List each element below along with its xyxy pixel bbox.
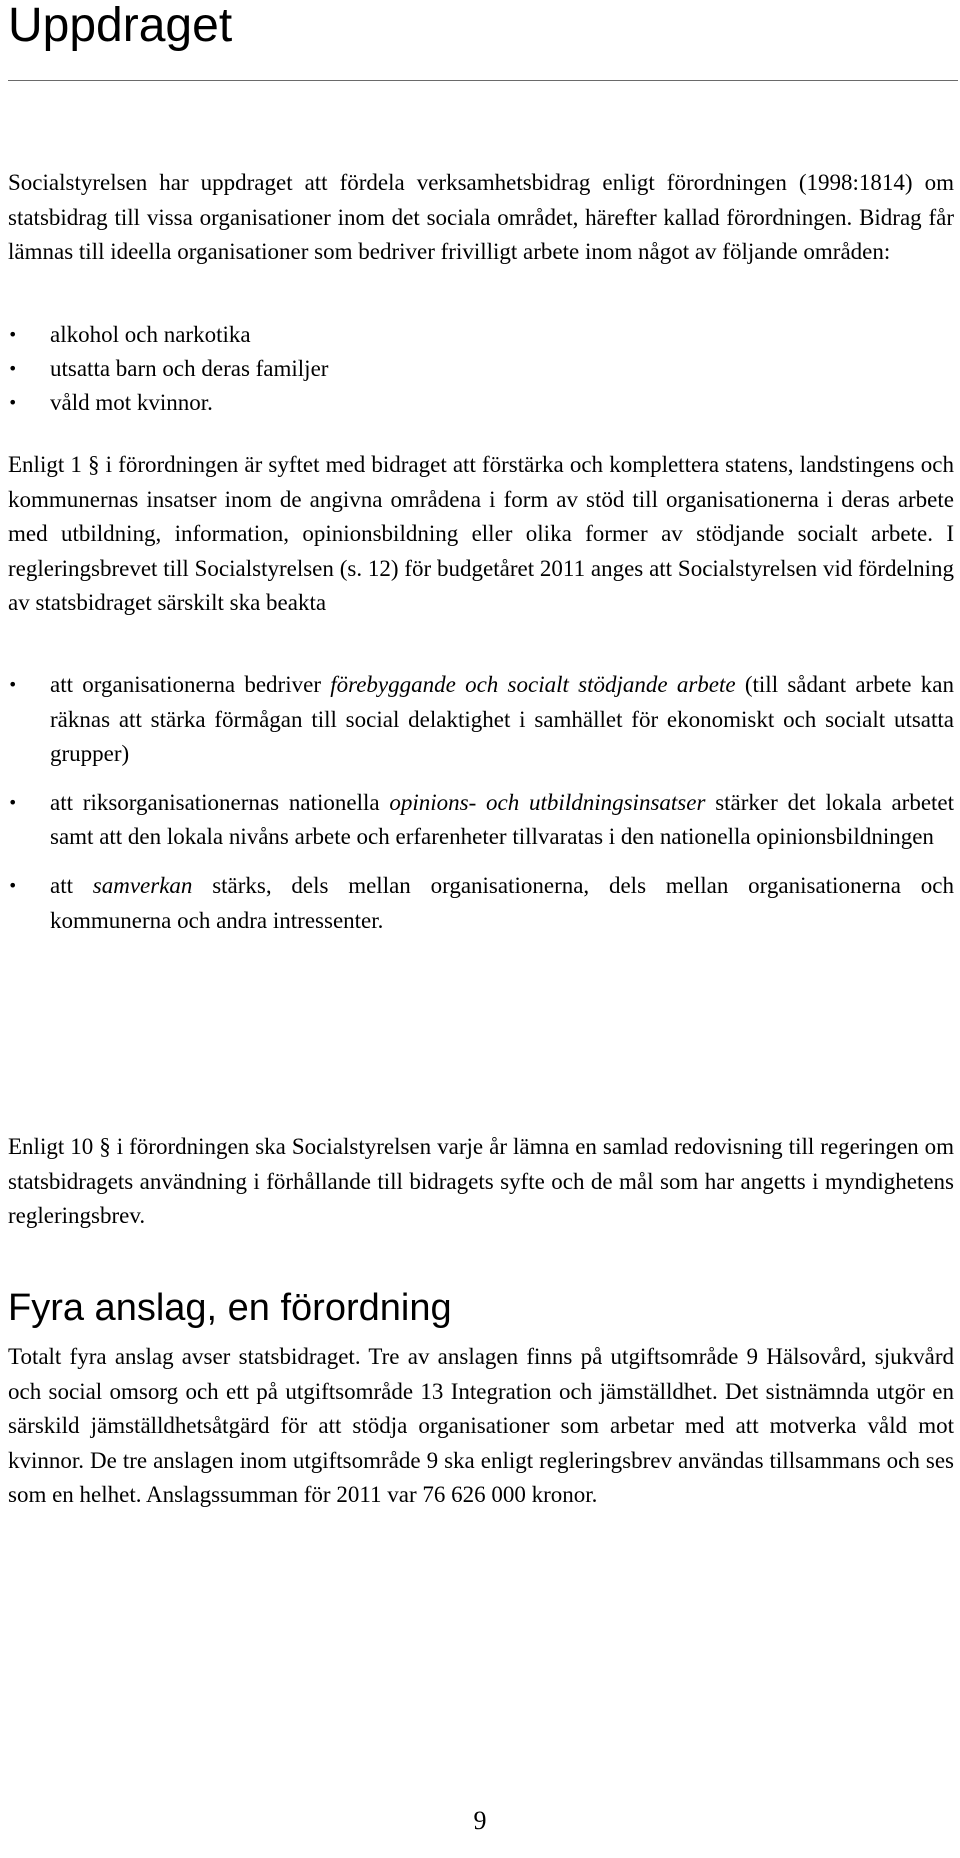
list-item	[8, 352, 954, 386]
list-item	[8, 786, 954, 855]
section-heading: Fyra anslag, en förordning	[8, 1287, 452, 1329]
areas-list	[8, 318, 954, 420]
area-text: våld mot kvinnor.	[50, 390, 213, 415]
area-text: utsatta barn och deras familjer	[50, 356, 329, 381]
list-item	[8, 386, 954, 420]
bullet-icon: •	[8, 675, 18, 694]
list-item	[8, 668, 954, 772]
bullet-icon: •	[8, 325, 18, 344]
bullet-icon: •	[8, 875, 18, 895]
considerations-list	[8, 668, 954, 952]
page-heading: Uppdraget	[8, 0, 233, 52]
intro-paragraph: Socialstyrelsen har uppdraget att fördela verksamhetsbidrag enligt förordningen (1998:1814) om statsbidrag till vissa organisationer inom det sociala området, härefter kallad förordningen. Bidrag får lämnas till ideella organisationer som bedriver frivilligt arbete inom något av följande områden:	[8, 170, 954, 265]
emphasis-text: samverkan	[92, 872, 193, 898]
emphasis-text: opinions- och utbildningsinsatser	[389, 789, 706, 815]
funding-paragraph: Totalt fyra anslag avser statsbidraget. Tre av anslagen finns på utgiftsområde 9 Hälsovård, sjukvård och social omsorg och ett på utgiftsområde 13 Integration och jämställdhet. Det sistnämnda utgör en särskild jämställdhetsåtgärd för att stödja organisationer som arbetar med att motverka våld mot kvinnor. De tre anslagen inom utgiftsområde 9 ska enligt regleringsbrev användas tillsammans och ses som en helhet. Anslagssumman för 2011 var 76 626 000 kronor.	[8, 1344, 954, 1508]
page-number: 9	[473, 1806, 487, 1835]
bullet-icon: •	[8, 792, 18, 812]
consideration-text: att organisationerna bedriver förebyggande och socialt stödjande arbete (till sådant arbete kan räknas att stärka förmågan till social delaktighet i samhället för ekonomiskt och socialt utsatta grupper)	[50, 672, 954, 767]
heading-rule	[8, 80, 958, 81]
area-text: alkohol och narkotika	[50, 322, 251, 347]
consideration-text: att riksorganisationernas nationella opinions- och utbildningsinsatser stärker det lokala arbetet samt att den lokala nivåns arbete och erfarenheter tillvaratas i den nationella opinionsbildningen	[50, 789, 955, 850]
consideration-text: att samverkan stärks, dels mellan organisationerna, dels mellan organisationerna och kommunerna och andra intressenter.	[50, 872, 955, 933]
bullet-icon: •	[8, 393, 18, 412]
list-item	[8, 318, 954, 352]
emphasis-text: förebyggande och socialt stödjande arbete	[330, 672, 736, 697]
purpose-paragraph: Enligt 1 § i förordningen är syftet med bidraget att förstärka och komplettera statens, landstingens och kommunernas insatser inom de angivna områdena i form av stöd till organisationerna i deras arbete med utbildning, information, opinionsbildning eller olika former av stödjande socialt arbete. I regleringsbrevet till Socialstyrelsen (s. 12) för budgetåret 2011 anges att Socialstyrelsen vid fördelning av statsbidraget särskilt ska beakta	[8, 452, 954, 616]
reporting-paragraph: Enligt 10 § i förordningen ska Socialstyrelsen varje år lämna en samlad redovisning till regeringen om statsbidragets användning i förhållande till bidragets syfte och de mål som har angetts i myndighetens regleringsbrev.	[8, 1134, 954, 1229]
bullet-icon: •	[8, 359, 18, 378]
list-item	[8, 869, 954, 938]
